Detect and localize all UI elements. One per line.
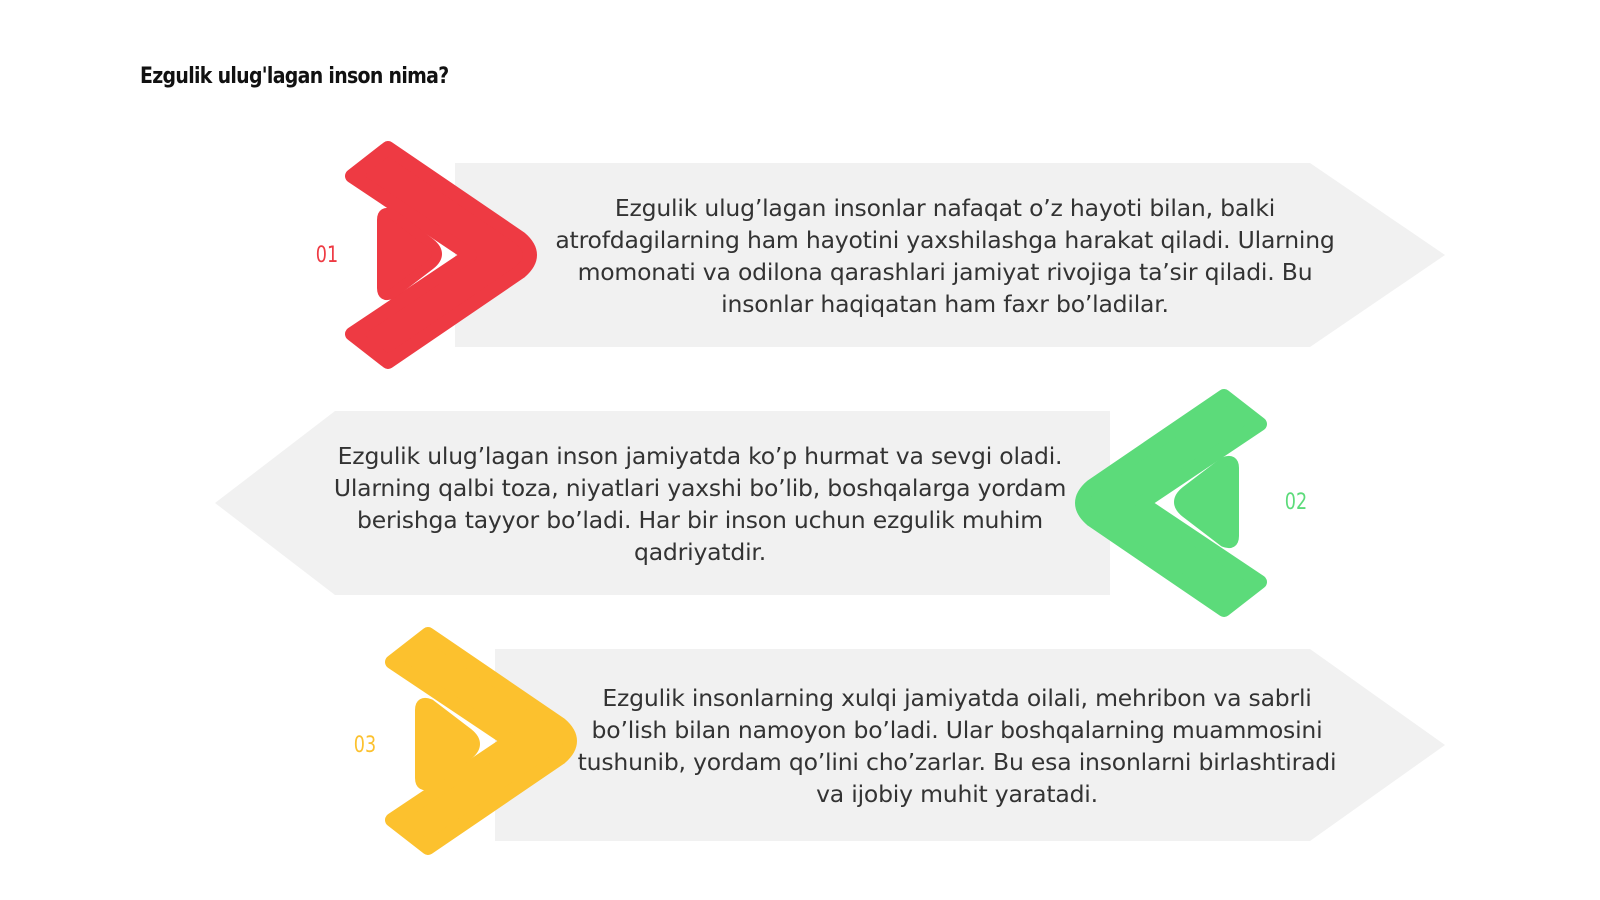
step-3-number: 03 (353, 733, 377, 758)
step-3-text: Ezgulik insonlarning xulqi jamiyatda oilali, mehribon va sabrli bo’lish bilan namoyon bo’ladi. Ular boshqalarning muammosini tushunib, yordam qo’lini cho’zarlar. Bu esa insonlarni birlashtiradi va ijobiy muhit yaratadi. (577, 684, 1337, 808)
step-1-text: Ezgulik ulug’lagan insonlar nafaqat o’z hayoti bilan, balki atrofdagilarning ham hayotini yaxshilashga harakat qiladi. Ularning momonati va odilona qarashlari jamiyat rivojiga ta’sir qiladi. Bu insonlar haqiqatan ham faxr bo’ladilar. (555, 194, 1335, 318)
step-2-text: Ezgulik ulug’lagan inson jamiyatda ko’p hurmat va sevgi oladi. Ularning qalbi toza, niyatlari yaxshi bo’lib, boshqalarga yordam berishga tayyor bo’ladi. Har bir inson uchun ezgulik muhim qadriyatdir. (333, 442, 1067, 566)
slide-title: Ezgulik ulug'lagan inson nima? (140, 64, 449, 89)
step-2-number: 02 (1284, 490, 1308, 515)
step-1-number: 01 (315, 243, 339, 268)
